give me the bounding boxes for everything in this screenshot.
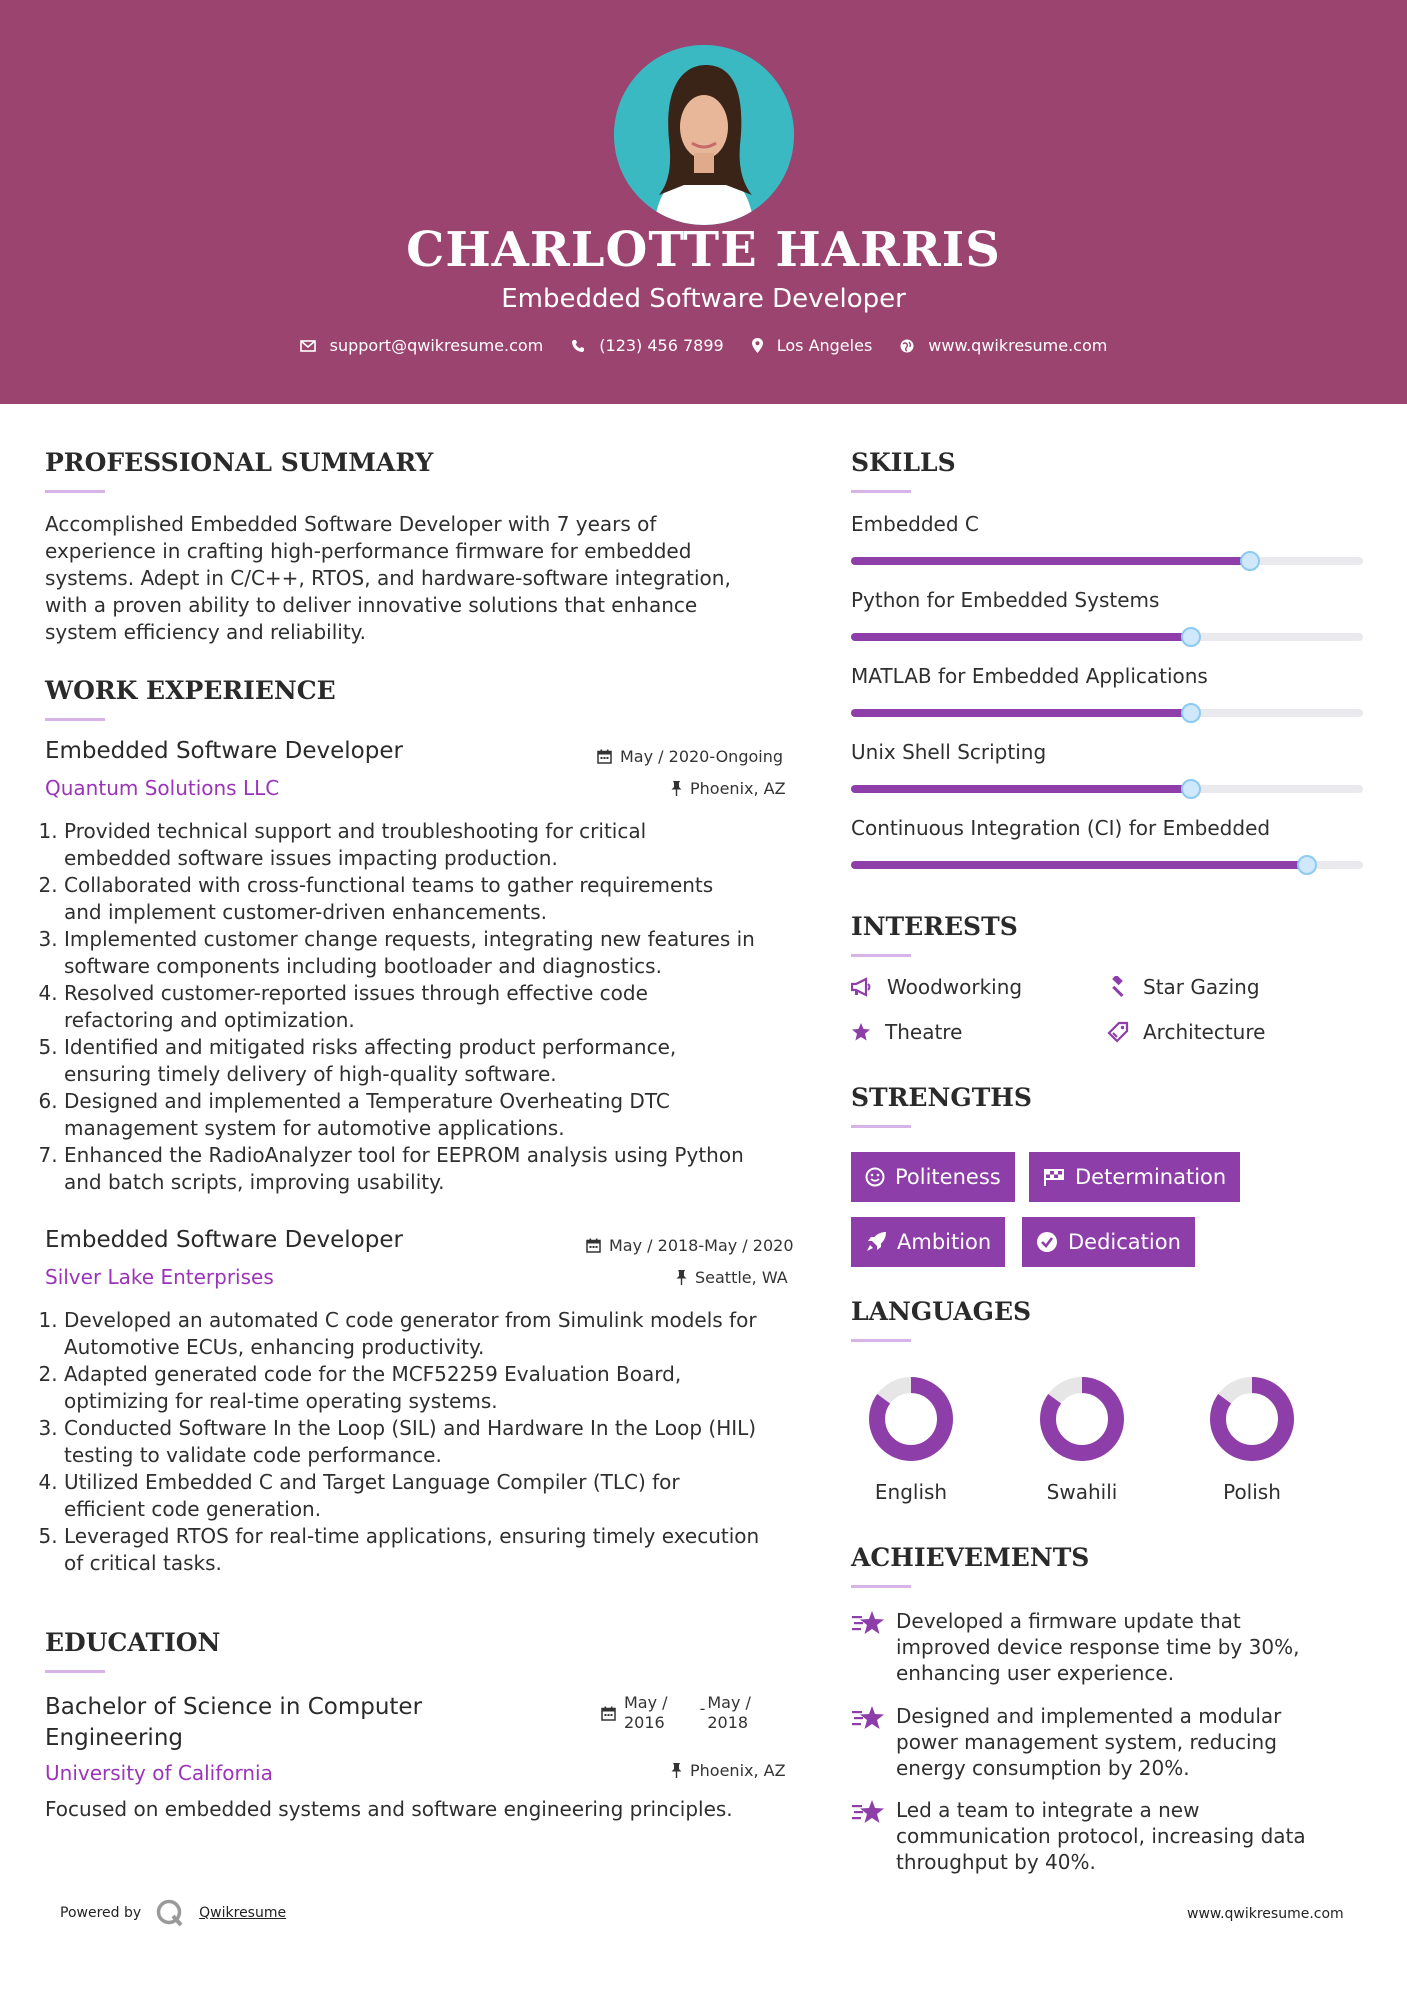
interest-theatre xyxy=(851,1020,962,1044)
interest-woodworking xyxy=(851,975,1022,999)
skill-bar-fill xyxy=(851,557,1250,565)
job-location-text: Seattle, WA xyxy=(695,1268,788,1287)
education-date xyxy=(601,1693,751,1733)
job-location xyxy=(671,779,786,798)
rocket-icon xyxy=(865,1231,887,1253)
summary-heading: PROFESSIONAL SUMMARY xyxy=(45,448,434,477)
strength-politeness xyxy=(851,1152,1015,1202)
qwikresume-logo-icon xyxy=(155,1898,185,1928)
skill-bar-knob[interactable] xyxy=(1297,855,1317,875)
interest-star-gazing xyxy=(1107,975,1260,999)
job-location-text: Phoenix, AZ xyxy=(690,779,786,798)
date-end-month: May / xyxy=(707,1693,751,1712)
education-heading: EDUCATION xyxy=(45,1628,221,1657)
skill-bar-fill xyxy=(851,633,1191,641)
job-bullet: 3. Conducted Software In the Loop (SIL) and Hardware In the Loop (HIL) testing to validate code performance. xyxy=(64,1415,808,1469)
skill-bar xyxy=(851,861,1363,869)
job-bullet: 2. Adapted generated code for the MCF52259 Evaluation Board, optimizing for real-time operating systems. xyxy=(64,1361,808,1415)
strength-label: Determination xyxy=(1075,1165,1227,1189)
interest-label: Woodworking xyxy=(887,975,1023,999)
job-location xyxy=(676,1268,788,1287)
skill-bar xyxy=(851,709,1363,717)
education-location-text: Phoenix, AZ xyxy=(690,1761,786,1780)
language-label: Polish xyxy=(1223,1480,1281,1504)
pushpin-icon xyxy=(671,1763,682,1778)
skill-bar-knob[interactable] xyxy=(1181,627,1201,647)
map-pin-icon xyxy=(752,338,763,353)
job-bullets xyxy=(38,1307,808,1577)
job-bullet: 4. Resolved customer-reported issues through effective code refactoring and optimization. xyxy=(64,980,808,1034)
job-bullets xyxy=(38,818,808,1196)
education-location xyxy=(671,1761,786,1780)
strength-label: Politeness xyxy=(895,1165,1001,1189)
job-date-text: May / 2020-Ongoing xyxy=(620,747,783,766)
achievement-line: improved device response time by 30%, xyxy=(896,1635,1300,1659)
smile-icon xyxy=(865,1167,885,1187)
flag-icon xyxy=(1043,1168,1065,1186)
strengths-heading: STRENGTHS xyxy=(851,1083,1032,1112)
education-school: University of California xyxy=(45,1761,273,1785)
job-bullet: 1. Developed an automated C code generator from Simulink models for Automotive ECUs, enhancing productivity. xyxy=(64,1307,808,1361)
language-donut xyxy=(1032,1369,1132,1469)
footer-website[interactable]: www.qwikresume.com xyxy=(1187,1906,1344,1922)
job-date xyxy=(586,1236,794,1255)
job-bullet: 1. Provided technical support and troubleshooting for critical embedded software issues impacting production. xyxy=(64,818,808,872)
language-donut xyxy=(861,1369,961,1469)
achievement-line: throughput by 40%. xyxy=(896,1850,1096,1874)
work-heading: WORK EXPERIENCE xyxy=(45,676,336,705)
contact-website[interactable] xyxy=(900,336,1107,355)
strength-label: Ambition xyxy=(897,1230,992,1254)
job-bullet: 3. Implemented customer change requests, integrating new features in software components including bootloader and diagnostics. xyxy=(64,926,808,980)
date-end-year: 2018 xyxy=(707,1713,749,1732)
skill-label: Unix Shell Scripting xyxy=(851,740,1047,764)
summary-line: with a proven ability to deliver innovative solutions that enhance xyxy=(45,593,698,617)
skill-label: Python for Embedded Systems xyxy=(851,588,1160,612)
date-start-month: May / xyxy=(624,1693,668,1712)
skill-label: Embedded C xyxy=(851,512,979,536)
achievement-line: enhancing user experience. xyxy=(896,1661,1175,1685)
qwikresume-link[interactable]: Qwikresume xyxy=(199,1905,287,1921)
megaphone-icon xyxy=(851,977,873,997)
skill-bar-knob[interactable] xyxy=(1240,551,1260,571)
strength-determination xyxy=(1029,1152,1240,1202)
skill-bar-knob[interactable] xyxy=(1181,779,1201,799)
job-date-text: May / 2018-May / 2020 xyxy=(609,1236,794,1255)
interest-architecture xyxy=(1107,1020,1265,1044)
achievement-line: Led a team to integrate a new xyxy=(896,1798,1200,1822)
interests-heading: INTERESTS xyxy=(851,912,1018,941)
job-bullet: 2. Collaborated with cross-functional teams to gather requirements and implement customer-driven enhancements. xyxy=(64,872,808,926)
star-speed-icon xyxy=(851,1799,885,1825)
strength-label: Dedication xyxy=(1068,1230,1181,1254)
skill-bar xyxy=(851,633,1363,641)
candidate-title: Embedded Software Developer xyxy=(501,284,906,314)
phone-icon xyxy=(571,339,585,353)
skill-bar-knob[interactable] xyxy=(1181,703,1201,723)
skill-label: Continuous Integration (CI) for Embedded xyxy=(851,816,1271,840)
envelope-icon xyxy=(300,340,316,352)
summary-line: systems. Adept in C/C++, RTOS, and hardware-software integration, xyxy=(45,566,731,590)
skill-bar-fill xyxy=(851,861,1307,869)
achievement-line: power management system, reducing xyxy=(896,1730,1277,1754)
language-label: English xyxy=(874,1480,948,1504)
date-separator: - xyxy=(699,1699,706,1718)
globe-icon xyxy=(900,339,914,353)
skill-bar xyxy=(851,785,1363,793)
job-bullet: 6. Designed and implemented a Temperature Overheating DTC management system for automotive applications. xyxy=(64,1088,808,1142)
skill-label: MATLAB for Embedded Applications xyxy=(851,664,1208,688)
tag-icon xyxy=(1107,1021,1129,1043)
job-bullet: 5. Leveraged RTOS for real-time applications, ensuring timely execution of critical tasks. xyxy=(64,1523,808,1577)
skills-heading: SKILLS xyxy=(851,448,956,477)
education-description: Focused on embedded systems and software engineering principles. xyxy=(45,1797,733,1821)
job-company: Silver Lake Enterprises xyxy=(45,1265,274,1289)
candidate-name: CHARLOTTE HARRIS xyxy=(406,222,1001,278)
interest-label: Theatre xyxy=(885,1020,963,1044)
pushpin-icon xyxy=(671,781,682,796)
contact-phone-text: (123) 456 7899 xyxy=(599,336,724,355)
powered-by-label: Powered by xyxy=(60,1905,142,1921)
check-circle-icon xyxy=(1036,1231,1058,1253)
contact-email-text: support@qwikresume.com xyxy=(329,336,544,355)
contact-email[interactable] xyxy=(300,336,544,355)
degree-line: Bachelor of Science in Computer xyxy=(45,1694,423,1720)
interest-label: Architecture xyxy=(1143,1020,1266,1044)
star-speed-icon xyxy=(851,1705,885,1731)
contact-location xyxy=(752,336,873,355)
footer-powered-by xyxy=(60,1898,286,1928)
resume-header xyxy=(0,0,1407,404)
job-title: Embedded Software Developer xyxy=(45,738,403,764)
date-start-year: 2016 xyxy=(624,1713,665,1732)
skill-bar-fill xyxy=(851,785,1191,793)
achievement-line: Developed a firmware update that xyxy=(896,1609,1241,1633)
job-bullet: 4. Utilized Embedded C and Target Language Compiler (TLC) for efficient code generation. xyxy=(64,1469,808,1523)
achievement-line: Designed and implemented a modular xyxy=(896,1704,1282,1728)
pushpin-icon xyxy=(676,1270,687,1285)
strength-dedication xyxy=(1022,1217,1195,1267)
contact-phone[interactable] xyxy=(571,336,723,355)
summary-line: Accomplished Embedded Software Developer with 7 years of xyxy=(45,512,657,536)
education-degree xyxy=(45,1692,422,1754)
star-icon xyxy=(851,1022,871,1042)
summary-line: experience in crafting high-performance firmware for embedded xyxy=(45,539,692,563)
degree-line: Engineering xyxy=(45,1725,183,1751)
strength-ambition xyxy=(851,1217,1005,1267)
contact-bar xyxy=(0,336,1407,355)
calendar-icon xyxy=(597,749,612,764)
skill-bar xyxy=(851,557,1363,565)
achievement-line: communication protocol, increasing data xyxy=(896,1824,1306,1848)
job-bullet: 5. Identified and mitigated risks affecting product performance, ensuring timely delivery of high-quality software. xyxy=(64,1034,808,1088)
contact-website-text: www.qwikresume.com xyxy=(928,336,1108,355)
gavel-icon xyxy=(1107,976,1129,998)
language-donut xyxy=(1202,1369,1302,1469)
skill-bar-fill xyxy=(851,709,1191,717)
calendar-icon xyxy=(601,1706,616,1721)
profile-photo xyxy=(614,45,794,225)
achievements-heading: ACHIEVEMENTS xyxy=(851,1543,1090,1572)
star-speed-icon xyxy=(851,1610,885,1636)
language-label: Swahili xyxy=(1046,1480,1118,1504)
interest-label: Star Gazing xyxy=(1143,975,1260,999)
calendar-icon xyxy=(586,1238,601,1253)
languages-heading: LANGUAGES xyxy=(851,1297,1032,1326)
job-date xyxy=(597,747,783,766)
job-title: Embedded Software Developer xyxy=(45,1227,403,1253)
summary-line: system efficiency and reliability. xyxy=(45,620,367,644)
achievement-line: energy consumption by 20%. xyxy=(896,1756,1190,1780)
job-company: Quantum Solutions LLC xyxy=(45,776,280,800)
contact-location-text: Los Angeles xyxy=(776,336,873,355)
summary-text xyxy=(45,511,805,646)
job-bullet: 7. Enhanced the RadioAnalyzer tool for EEPROM analysis using Python and batch scripts, improving usability. xyxy=(64,1142,808,1196)
